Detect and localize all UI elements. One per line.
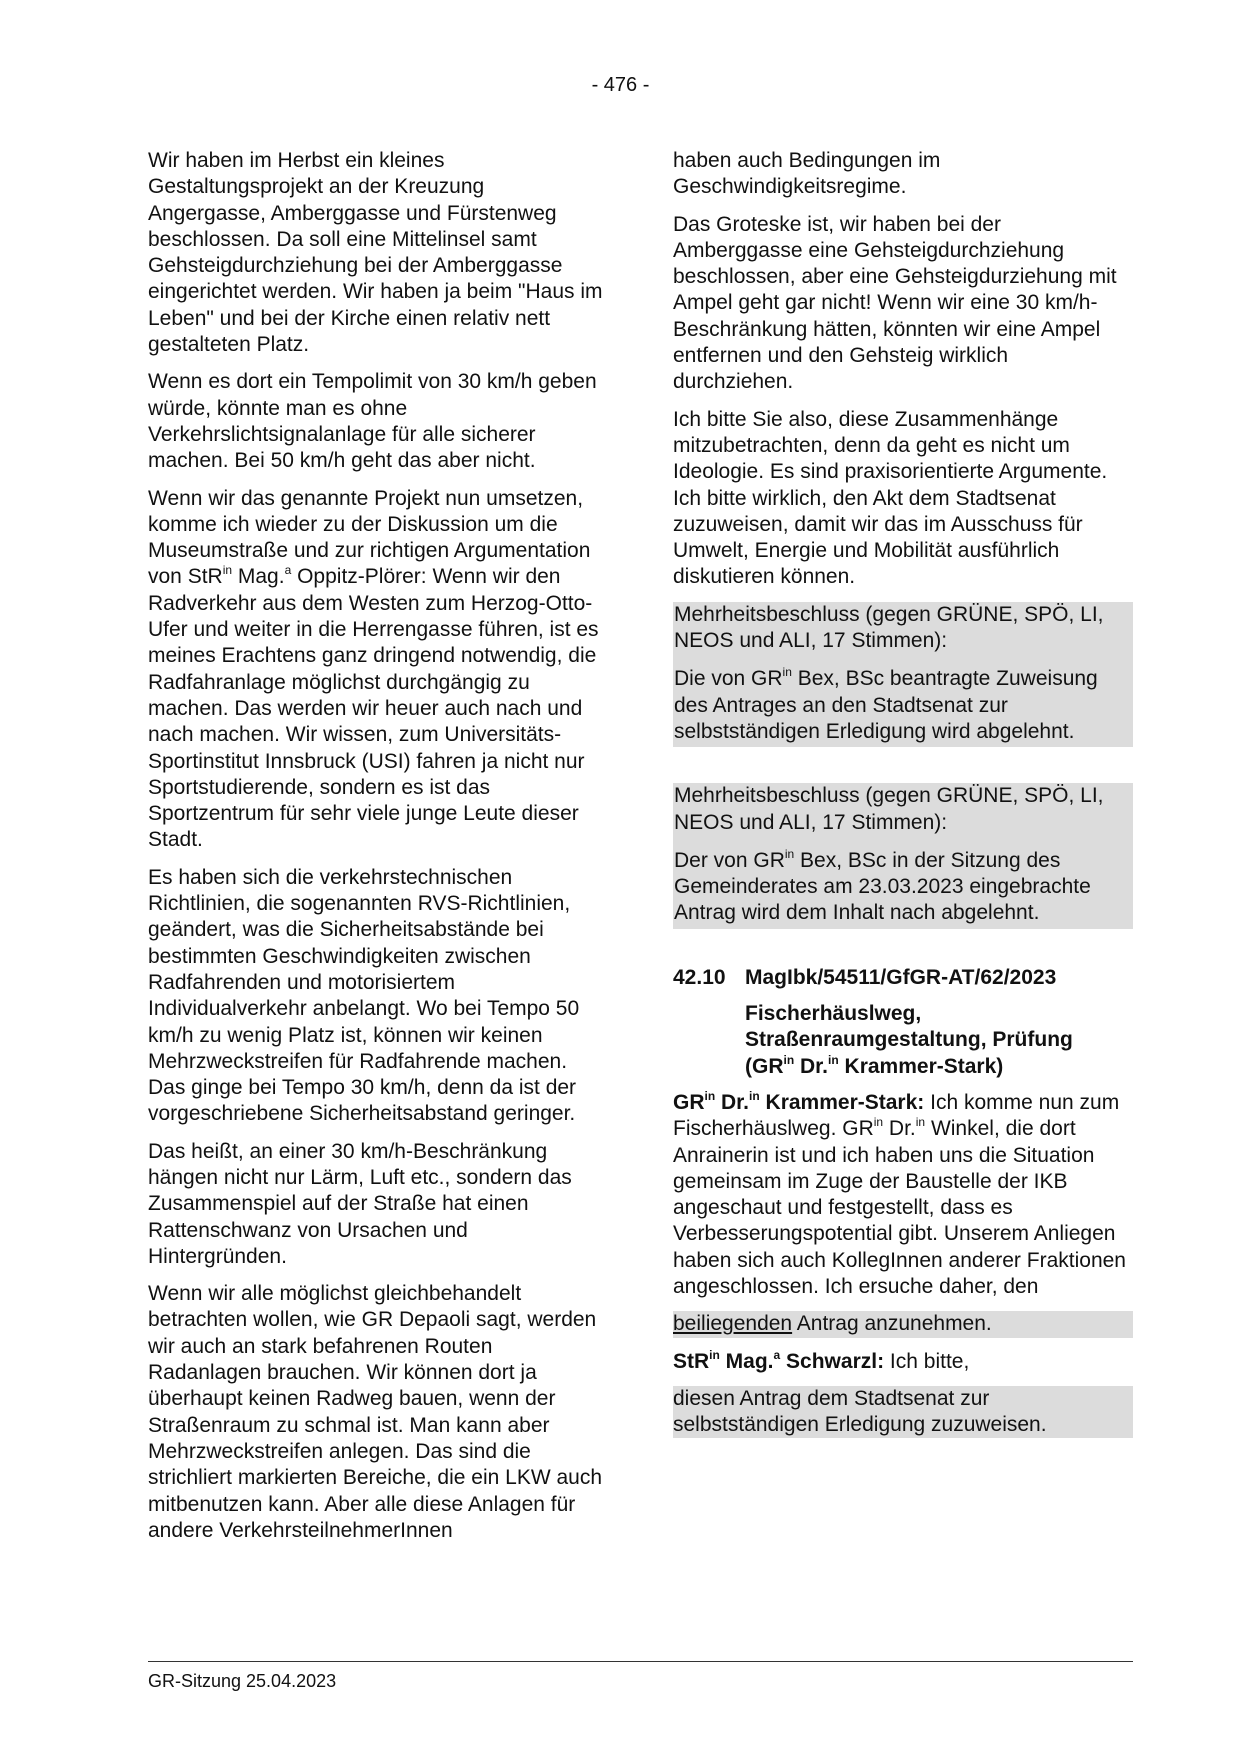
paragraph: Das heißt, an einer 30 km/h-Beschränkung hängen nicht nur Lärm, Luft etc., sondern das Zusammenspiel auf der Straße hat einen Rattenschwanz von Ursachen und Hintergründen. [148,1139,572,1268]
resolution-text: Die von $GR^{in}$ Bex, BSc beantragte Zuweisung des Antrages an den Stadtsenat zur selbstständigen Erledigung wird abgelehnt. [674,665,1098,743]
agenda-item-reference: MagIbk/54511/GfGR-AT/62/2023 [745,965,1057,989]
agenda-item-heading [673,965,1133,991]
speech-paragraph: StR$^{in}$ Mag.$^a$ Schwarzl: Ich bitte, [673,1347,970,1373]
paragraph: Wenn es dort ein Tempolimit von 30 km/h geben würde, könnte man es ohne Verkehrslichtsignalanlage für alle sicherer machen. Bei 50 km/h geht das aber nicht. [148,370,597,473]
right-column [673,148,1133,1449]
resolution-block [673,783,1133,928]
attachment-link[interactable]: beiliegenden [673,1312,793,1336]
agenda-item-title: Fischerhäuslweg, Straßenraumgestaltung, Prüfung ($GR^{in}$ Dr.$^{in}$ Krammer-Stark) [745,1002,1073,1078]
resolution-heading: Mehrheitsbeschluss (gegen GRÜNE, SPÖ, LI, NEOS und ALI, 17 Stimmen): [674,602,1104,653]
motion-text: diesen Antrag dem Stadtsenat zur selbstständigen Erledigung zuzuweisen. [673,1386,1133,1439]
motion-text: beiliegenden Antrag anzunehmen. [673,1311,1133,1337]
resolution-heading: Mehrheitsbeschluss (gegen GRÜNE, SPÖ, LI, NEOS und ALI, 17 Stimmen): [674,784,1104,834]
speaker-name: $GR^{in}$ Dr.$^{in}$ Krammer-Stark: [673,1088,925,1114]
paragraph: Wenn wir alle möglichst gleichbehandelt betrachten wollen, wie GR Depaoli sagt, werden wir auch an stark befahrenen Routen Radanlagen brauchen. Wir können dort ja überhaupt keinen Radweg bauen, wenn der Straßenraum zu schmal ist. Man kann aber Mehrzweckstreifen anlegen. Das sind die strichliert markierten Bereiche, die ein LKW auch mitbenutzen kann. Aber alle diese Anlagen für andere VerkehrsteilnehmerInnen [148,1282,603,1542]
footer-divider [148,1661,1133,1662]
agenda-item-number: 42.10 [673,965,726,989]
paragraph: Wir haben im Herbst ein kleines Gestaltungsprojekt an der Kreuzung Angergasse, Amberggasse und Fürstenweg beschlossen. Da soll eine Mittelinsel samt Gehsteigdurchziehung bei der Amberggasse eingerichtet werden. Wir haben ja beim "Haus im Leben" und bei der Kirche einen relativ nett gestalteten Platz. [148,149,603,357]
paragraph: Es haben sich die verkehrstechnischen Richtlinien, die sogenannten RVS-Richtlinien, geändert, was die Sicherheitsabstände bei bestimmten Geschwindigkeiten zwischen Radfahrenden und motorisiertem Individualverkehr anbelangt. Wo bei Tempo 50 km/h zu wenig Platz ist, können wir keinen Mehrzweckstreifen für Radfahrende machen. Das ginge bei Tempo 30 km/h, denn da ist der vorgeschriebene Sicherheitsabstand geringer. [148,865,580,1126]
speaker-name: StR$^{in}$ Mag.$^a$ Schwarzl: [673,1347,885,1373]
paragraph: Wenn wir das genannte Projekt nun umsetzen, komme ich wieder zu der Diskussion um die Museumstraße und zur richtigen Argumentation von StR$^{in}$ Mag.$^a$ Oppitz-Plörer: Wenn wir den Radverkehr aus dem Westen zum Herzog-Otto-Ufer und weiter in die Herrengasse führen, ist es meines Erachtens ganz dringend notwendig, die Radfahranlage möglichst durchgängig zu machen. Das werden wir heuer auch nach und nach machen. Wir wissen, zum Universitäts-Sportinstitut Innsbruck (USI) fahren ja nicht nur Sportstudierende, sondern es ist das Sportzentrum für sehr viele junge Leute dieser Stadt. [148,486,599,852]
footer-text: GR-Sitzung 25.04.2023 [148,1671,337,1691]
paragraph: haben auch Bedingungen im Geschwindigkeitsregime. [673,149,941,199]
page-number: - 476 - [591,74,650,96]
left-column [148,148,606,1555]
paragraph: Das Groteske ist, wir haben bei der Amberggasse eine Gehsteigdurchziehung beschlossen, aber eine Gehsteigdurziehung mit Ampel geht gar nicht! Wenn wir eine 30 km/h-Beschränkung hätten, könnten wir eine Ampel entfernen und den Gehsteig wirklich durchziehen. [673,212,1117,394]
resolution-text: Der von $GR^{in}$ Bex, BSc in der Sitzung des Gemeinderates am 23.03.2023 eingebrachte Antrag wird dem Inhalt nach abgelehnt. [674,846,1091,925]
speech-paragraph: $GR^{in}$ Dr.$^{in}$ Krammer-Stark: Ich komme nun zum Fischerhäuslweg. $GR^{in}$ Dr.$^{in}$ Winkel, die dort Anrainerin ist und ich haben uns die Situation gemeinsam im Zuge der Baustelle der IKB angeschaut und festgestellt, dass es Verbesserungspotential gibt. Unserem Anliegen haben sich auch KollegInnen anderer Fraktionen angeschlossen. Ich ersuche daher, den [673,1088,1126,1298]
resolution-block [673,602,1133,747]
paragraph: Ich bitte Sie also, diese Zusammenhänge mitzubetrachten, denn da geht es nicht um Ideologie. Es sind praxisorientierte Argumente. Ich bitte wirklich, den Akt dem Stadtsenat zuzuweisen, damit wir das im Ausschuss für Umwelt, Energie und Mobilität ausführlich diskutieren können. [673,407,1108,589]
